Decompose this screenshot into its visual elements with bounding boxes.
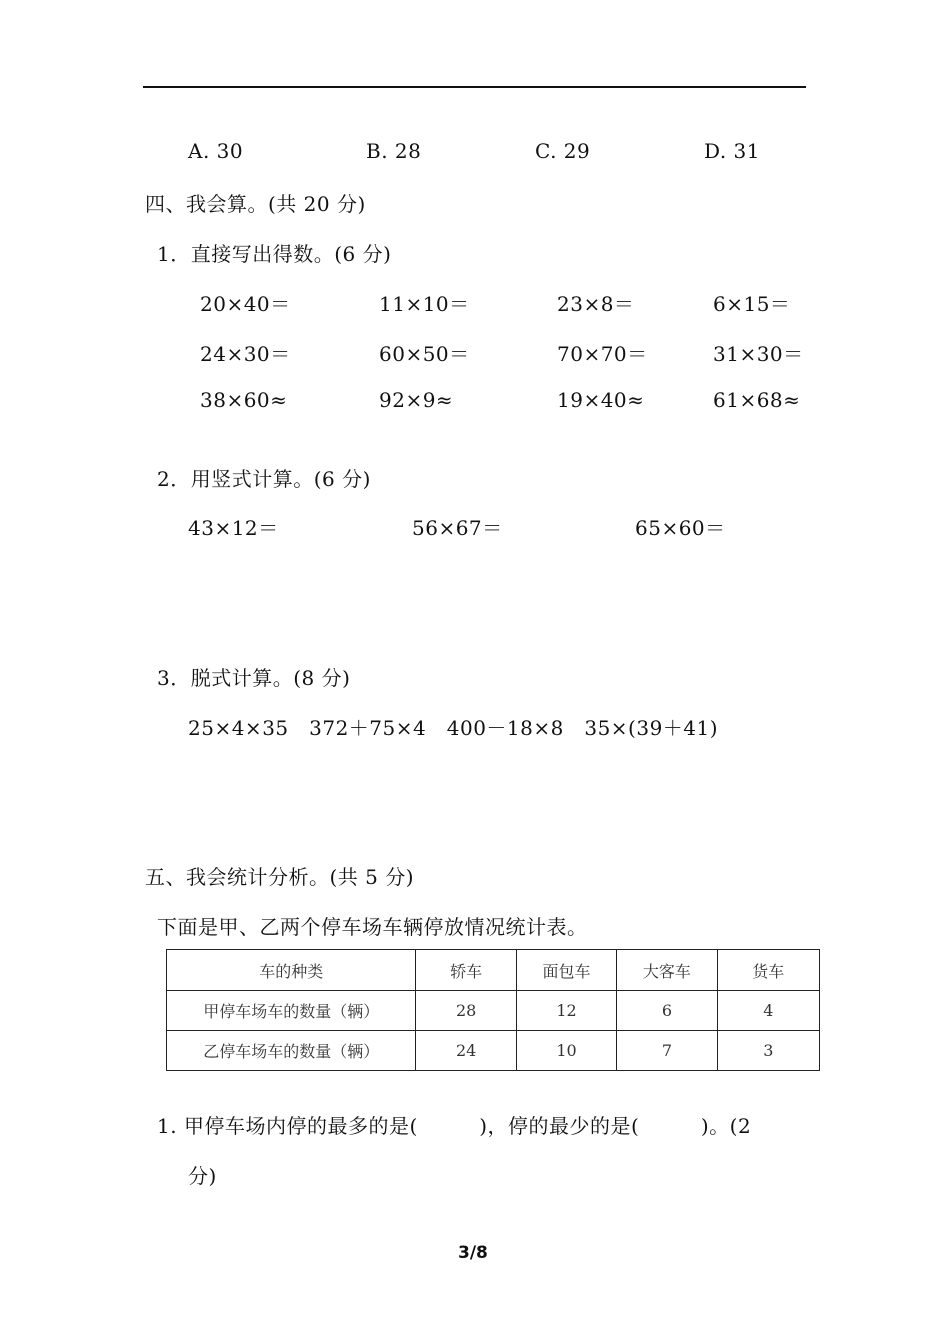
parking-stats-table [166,949,820,1071]
calc-item: 6×15＝ [713,292,791,316]
table-cell: 乙停车场车的数量（辆） [167,1031,416,1071]
step-calc-expressions: 25×4×35 372＋75×4 400－18×8 35×(39＋41) [188,716,719,740]
calc-item: 19×40≈ [557,388,645,412]
vertical-calc-item: 65×60＝ [635,516,726,540]
table-cell: 7 [617,1031,717,1071]
page-number: 3/8 [458,1243,488,1263]
table-cell: 28 [416,991,516,1031]
table-row [167,991,820,1031]
q3-title: 3．脱式计算。(8 分) [157,666,351,690]
table-header-cell: 面包车 [516,950,616,991]
q1-title: 1．直接写出得数。(6 分) [157,242,392,266]
table-cell: 甲停车场车的数量（辆） [167,991,416,1031]
table-cell: 6 [617,991,717,1031]
vertical-calc-item: 56×67＝ [412,516,503,540]
calc-item: 38×60≈ [200,388,288,412]
option-d: D. 31 [704,139,760,163]
calc-item: 61×68≈ [713,388,801,412]
table-header-cell: 轿车 [416,950,516,991]
top-rule [143,86,806,88]
table-row [167,1031,820,1071]
calc-item: 24×30＝ [200,342,291,366]
calc-item: 60×50＝ [379,342,470,366]
option-a: A. 30 [188,139,244,163]
table-cell: 10 [516,1031,616,1071]
table-header-row [167,950,820,991]
calc-item: 92×9≈ [379,388,454,412]
calc-item: 70×70＝ [557,342,648,366]
section5-q1-line1: 1. 甲停车场内停的最多的是( )，停的最少的是( )。(2 [157,1114,752,1138]
section4-title: 四、我会算。(共 20 分) [145,192,366,216]
q2-title: 2．用竖式计算。(6 分) [157,467,371,491]
table-cell: 24 [416,1031,516,1071]
calc-item: 20×40＝ [200,292,291,316]
calc-item: 31×30＝ [713,342,804,366]
section5-intro: 下面是甲、乙两个停车场车辆停放情况统计表。 [157,915,588,939]
table-cell: 4 [717,991,819,1031]
table-header-cell: 货车 [717,950,819,991]
option-c: C. 29 [535,139,591,163]
table-cell: 12 [516,991,616,1031]
table-header-cell: 大客车 [617,950,717,991]
option-b: B. 28 [366,139,422,163]
section5-q1-line2: 分) [188,1164,217,1188]
vertical-calc-item: 43×12＝ [188,516,279,540]
calc-item: 23×8＝ [557,292,635,316]
section5-title: 五、我会统计分析。(共 5 分) [145,865,415,889]
calc-item: 11×10＝ [379,292,470,316]
table-header-cell: 车的种类 [167,950,416,991]
table-cell: 3 [717,1031,819,1071]
